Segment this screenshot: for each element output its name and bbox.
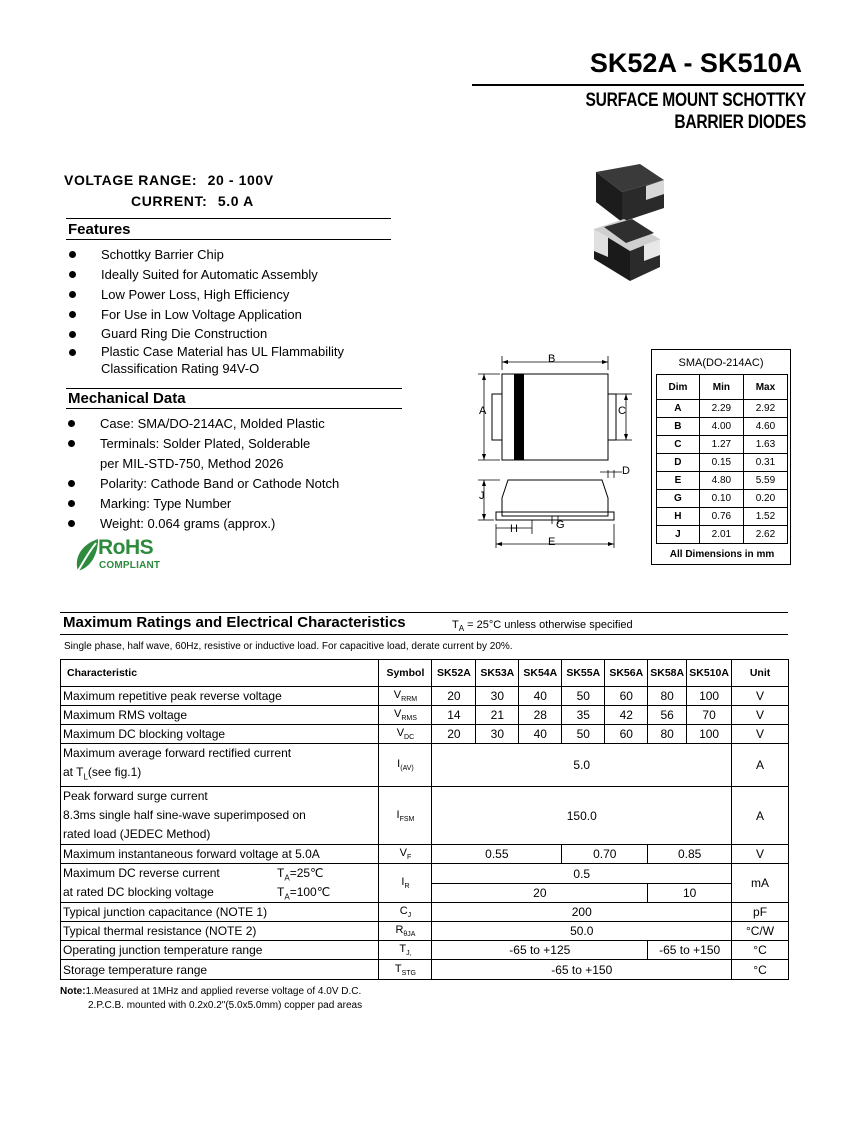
value-cell: 30 (476, 725, 519, 744)
unit-cell: pF (732, 903, 789, 922)
dim-cell: 0.10 (699, 490, 743, 508)
dim-label-c: C (618, 405, 626, 417)
dim-cell: 2.01 (699, 526, 743, 544)
current-value: 5.0 A (217, 193, 254, 209)
row-label: Storage temperature range (61, 960, 379, 980)
dim-cell: H (657, 508, 700, 526)
row-symbol: $I_{(AV)}$ (379, 744, 432, 787)
unit-cell: V (732, 706, 789, 725)
row-label: Peak forward surge current 8.3ms single half sine-wave superimposed on rated load (JEDEC Method) (61, 787, 379, 845)
dim-cell: 0.76 (699, 508, 743, 526)
dim-cell: 1.63 (743, 436, 787, 454)
dim-label-g: G (556, 519, 565, 531)
unit-cell: A (732, 787, 789, 845)
list-item: Polarity: Cathode Band or Cathode Notch (64, 474, 404, 494)
row-label: Typical thermal resistance (NOTE 2) (61, 922, 379, 941)
value-cell: 100 (687, 687, 732, 706)
list-item: Ideally Suited for Automatic Assembly (65, 265, 395, 285)
rohs-compliant-text: COMPLIANT (99, 560, 161, 571)
part-title: SK52A - SK510A (589, 48, 802, 78)
table-row (61, 744, 789, 787)
unit-cell: A (732, 744, 789, 787)
dim-cell: 0.31 (743, 454, 787, 472)
value-cell: 50 (562, 687, 605, 706)
header-symbol: Symbol (379, 660, 432, 687)
dimensions-table (656, 374, 788, 564)
row-label: Maximum instantaneous forward voltage at 5.0A (61, 845, 379, 864)
header-part: SK58A (648, 660, 687, 687)
list-item: Weight: 0.064 grams (approx.) (64, 514, 404, 534)
mechanical-title: Mechanical Data (68, 390, 186, 407)
list-item: Marking: Type Number (64, 494, 404, 514)
dimensions-title: SMA(DO-214AC) (678, 357, 764, 369)
table-row (61, 845, 789, 864)
mechanical-rule-bottom (66, 408, 402, 409)
ratings-rule-mid (60, 634, 788, 635)
dim-cell: 2.62 (743, 526, 787, 544)
table-row (657, 490, 788, 508)
current-label: CURRENT: (131, 193, 208, 209)
condition-subscript: A (458, 624, 465, 634)
dim-header-min: Min (699, 375, 743, 400)
row-label: Maximum DC blocking voltage (61, 725, 379, 744)
note-1: 1.Measured at 1MHz and applied reverse voltage of 4.0V D.C. (85, 986, 362, 997)
dim-label-e: E (548, 536, 556, 548)
value-cell: 150.0 (432, 787, 732, 845)
dim-label-b: B (548, 353, 556, 365)
table-row (61, 787, 789, 845)
value-cell: 40 (519, 687, 562, 706)
table-row (61, 903, 789, 922)
dim-cell: A (657, 400, 700, 418)
list-item: Low Power Loss, High Efficiency (65, 285, 395, 305)
value-cell: 50 (562, 725, 605, 744)
table-header-row (61, 660, 789, 687)
value-cell: 100 (687, 725, 732, 744)
header-part: SK55A (562, 660, 605, 687)
condition-text: = 25°C unless otherwise specified (464, 619, 633, 631)
value-cell: -65 to +150 (432, 960, 732, 980)
row-symbol: $I_{FSM}$ (379, 787, 432, 845)
row-symbol: $C_J$ (379, 903, 432, 922)
dimensions-box (651, 349, 791, 565)
dimensions-footer: All Dimensions in mm (657, 544, 788, 565)
table-row (657, 454, 788, 472)
value-cell: 80 (648, 725, 687, 744)
row-label: Maximum average forward rectified current at $T_L(see$ fig.1) (61, 744, 379, 787)
row-label: Typical junction capacitance (NOTE 1) (61, 903, 379, 922)
notes (60, 985, 362, 1013)
header-part: SK510A (687, 660, 732, 687)
value-cell: 42 (605, 706, 648, 725)
unit-cell: mA (732, 864, 789, 903)
header-part: SK56A (605, 660, 648, 687)
header-part: SK54A (519, 660, 562, 687)
row-label: Operating junction temperature range (61, 941, 379, 960)
value-cell: 28 (519, 706, 562, 725)
list-item: For Use in Low Voltage Application (65, 305, 395, 325)
row-symbol: $R_{\theta JA}$ (379, 922, 432, 941)
value-cell: 20 (432, 687, 476, 706)
dim-header-max: Max (743, 375, 787, 400)
dim-cell: J (657, 526, 700, 544)
value-cell: 40 (519, 725, 562, 744)
value-cell: -65 to +125 (432, 941, 648, 960)
dim-cell: C (657, 436, 700, 454)
dim-label-d: D (622, 465, 630, 477)
list-item: Classification Rating 94V-O (101, 361, 260, 376)
dim-cell: 5.59 (743, 472, 787, 490)
row-label: Maximum RMS voltage (61, 706, 379, 725)
dim-cell: 4.60 (743, 418, 787, 436)
row-symbol: $V_F$ (379, 845, 432, 864)
dim-cell: B (657, 418, 700, 436)
table-row (657, 472, 788, 490)
dim-cell: 0.20 (743, 490, 787, 508)
value-cell: 50.0 (432, 922, 732, 941)
outline-drawing (468, 350, 638, 555)
row-symbol: $T_{STG}$ (379, 960, 432, 980)
features-rule-bottom (66, 239, 391, 240)
unit-cell: V (732, 687, 789, 706)
table-row (61, 864, 789, 884)
table-row (61, 687, 789, 706)
title-divider (472, 84, 804, 86)
condition-symbol: T (452, 619, 459, 631)
value-cell: 200 (432, 903, 732, 922)
list-item: Plastic Case Material has UL Flammability (65, 343, 395, 360)
header-unit: Unit (732, 660, 789, 687)
ratings-title: Maximum Ratings and Electrical Characteristics (63, 614, 406, 631)
rohs-logo-text: RoHS (98, 536, 154, 559)
dim-cell: E (657, 472, 700, 490)
product-subtitle: SURFACE MOUNT SCHOTTKY BARRIER DIODES (585, 90, 806, 133)
table-row (657, 436, 788, 454)
value-cell: 0.55 (432, 845, 562, 864)
value-cell: 0.5 (432, 864, 732, 884)
ratings-condition (452, 619, 633, 633)
row-symbol: $V_{RMS}$ (379, 706, 432, 725)
value-cell: 60 (605, 687, 648, 706)
row-label: Maximum DC reverse current $T_A=25℃$ at rated DC blocking voltage $T_A=100℃$ (61, 864, 379, 903)
value-cell: 5.0 (432, 744, 732, 787)
value-cell: 10 (648, 883, 732, 903)
unit-cell: °C (732, 941, 789, 960)
value-cell: 20 (432, 883, 648, 903)
list-item: Guard Ring Die Construction (65, 325, 395, 343)
value-cell: -65 to +150 (648, 941, 732, 960)
notes-label: Note: (60, 986, 86, 997)
value-cell: 56 (648, 706, 687, 725)
dim-cell: D (657, 454, 700, 472)
value-cell: 21 (476, 706, 519, 725)
list-item: Terminals: Solder Plated, Solderable (64, 434, 404, 454)
table-row (657, 400, 788, 418)
table-row (61, 941, 789, 960)
dim-label-h: H (510, 523, 518, 535)
features-title: Features (68, 221, 131, 238)
header-part: SK52A (432, 660, 476, 687)
dim-label-a: A (479, 405, 487, 417)
voltage-range (64, 172, 274, 188)
features-rule-top (66, 218, 391, 219)
table-row (61, 960, 789, 980)
row-symbol: $V_{RRM}$ (379, 687, 432, 706)
unit-cell: V (732, 725, 789, 744)
value-cell: 0.85 (648, 845, 732, 864)
dim-header-dim: Dim (657, 375, 700, 400)
value-cell: 80 (648, 687, 687, 706)
package-photo-bottom (584, 215, 670, 287)
dim-cell: 4.80 (699, 472, 743, 490)
list-item: Case: SMA/DO-214AC, Molded Plastic (64, 414, 404, 434)
value-cell: 30 (476, 687, 519, 706)
dim-cell: 2.29 (699, 400, 743, 418)
row-symbol: $I_R$ (379, 864, 432, 903)
table-row (657, 418, 788, 436)
ratings-table (60, 659, 789, 980)
value-cell: 70 (687, 706, 732, 725)
value-cell: 14 (432, 706, 476, 725)
value-cell: 35 (562, 706, 605, 725)
unit-cell: V (732, 845, 789, 864)
ratings-load-note: Single phase, half wave, 60Hz, resistive or inductive load. For capacitive load, derate current by 20%. (64, 641, 513, 652)
dim-label-j: J (479, 490, 485, 502)
mechanical-rule-top (66, 388, 402, 389)
unit-cell: °C/W (732, 922, 789, 941)
unit-cell: °C (732, 960, 789, 980)
row-symbol: $V_{DC}$ (379, 725, 432, 744)
table-row (61, 725, 789, 744)
value-cell: 0.70 (562, 845, 648, 864)
dim-cell: 2.92 (743, 400, 787, 418)
row-symbol: $T_{J,}$ (379, 941, 432, 960)
value-cell: 20 (432, 725, 476, 744)
header-part: SK53A (476, 660, 519, 687)
row-label: Maximum repetitive peak reverse voltage (61, 687, 379, 706)
value-cell: 60 (605, 725, 648, 744)
table-row (657, 508, 788, 526)
dim-cell: 1.52 (743, 508, 787, 526)
table-row (657, 526, 788, 544)
table-row (61, 706, 789, 725)
mechanical-list (64, 414, 404, 534)
note-2: 2.P.C.B. mounted with 0.2x0.2"(5.0x5.0mm) copper pad areas (88, 1000, 363, 1011)
features-list (65, 245, 395, 377)
dim-cell: 4.00 (699, 418, 743, 436)
ratings-rule-top (60, 612, 788, 613)
dim-cell: 0.15 (699, 454, 743, 472)
list-item: Schottky Barrier Chip (65, 245, 395, 265)
current-rating (131, 193, 254, 209)
dim-cell: G (657, 490, 700, 508)
list-item: per MIL-STD-750, Method 2026 (100, 456, 284, 471)
dim-cell: 1.27 (699, 436, 743, 454)
voltage-value: 20 - 100V (207, 172, 274, 188)
voltage-label: VOLTAGE RANGE: (64, 172, 198, 188)
table-row (61, 922, 789, 941)
header-characteristic: Characteristic (61, 660, 379, 687)
